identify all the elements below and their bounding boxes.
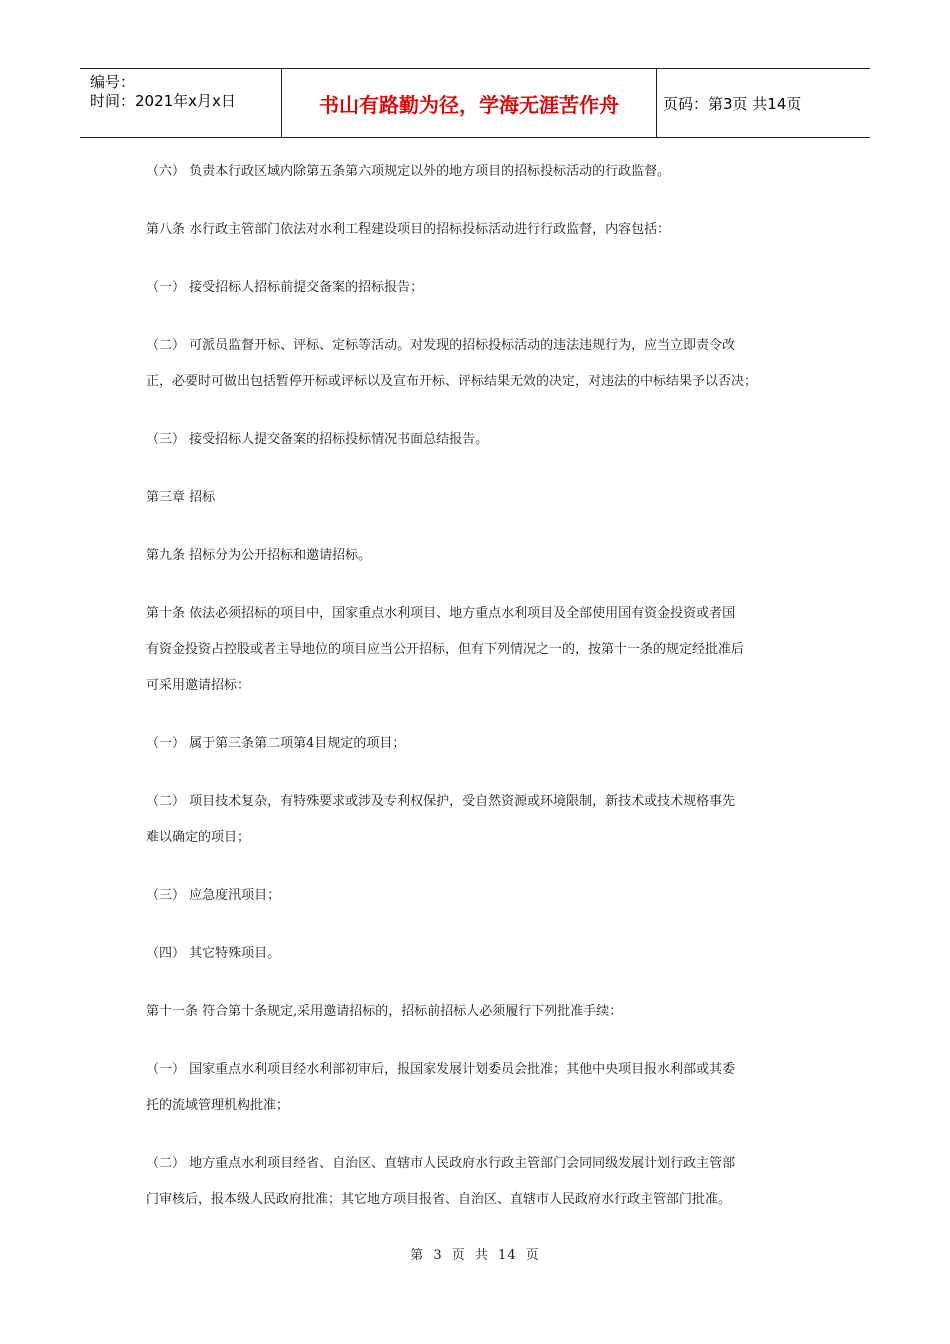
paragraph-line: （二） 可派员监督开标、评标、定标等活动。对发现的招标投标活动的违法违规行为，应当立即责令改 [146, 338, 736, 353]
header-page-info: 页码：第3页 共14页 [663, 94, 802, 113]
paragraph-line: 第三章 招标 [146, 490, 216, 505]
paragraph [146, 936, 826, 972]
paragraph-line: （一） 属于第三条第二项第4目规定的项目； [146, 736, 406, 751]
paragraph-line: （二） 项目技术复杂，有特殊要求或涉及专利权保护，受自然资源或环境限制，新技术或技术规格事先 [146, 794, 736, 809]
document-number-label: 编号： [90, 73, 136, 91]
header-motto: 书山有路勤为径，学海无涯苦作舟 [282, 69, 657, 137]
paragraph-line: （二） 地方重点水利项目经省、自治区、直辖市人民政府水行政主管部门会同同级发展计划行政主管部 [146, 1156, 736, 1171]
paragraph-line: 难以确定的项目； [146, 830, 251, 845]
paragraph [146, 270, 826, 306]
paragraph-line: （六） 负责本行政区域内除第五条第六项规定以外的地方项目的招标投标活动的行政监督。 [146, 164, 671, 179]
paragraph [146, 784, 826, 856]
paragraph-line: 第八条 水行政主管部门依法对水利工程建设项目的招标投标活动进行行政监督，内容包括： [146, 222, 671, 237]
paragraph-line: （四） 其它特殊项目。 [146, 946, 281, 961]
document-header [80, 68, 870, 138]
paragraph [146, 596, 826, 704]
paragraph-line: （三） 应急度汛项目； [146, 888, 281, 903]
paragraph-line: （三） 接受招标人提交备案的招标投标情况书面总结报告。 [146, 432, 489, 447]
paragraph-line: 托的流域管理机构批准； [146, 1098, 290, 1113]
paragraph-line: 可采用邀请招标： [146, 678, 251, 693]
paragraph-line: 第十条 依法必须招标的项目中，国家重点水利项目、地方重点水利项目及全部使用国有资金投资或者国 [146, 606, 736, 621]
paragraph [146, 1052, 826, 1124]
paragraph [146, 328, 826, 400]
paragraph [146, 726, 826, 762]
page-footer: 第 3 页 共 14 页 [410, 1248, 540, 1263]
paragraph-line: 第十一条 符合第十条规定,采用邀请招标的，招标前招标人必须履行下列批准手续： [146, 1004, 623, 1019]
document-time-label: 时间：2021年x月x日 [90, 92, 236, 110]
paragraph-line: 有资金投资占控股或者主导地位的项目应当公开招标，但有下列情况之一的，按第十一条的规定经批准后 [146, 642, 745, 657]
paragraph-line: 第九条 招标分为公开招标和邀请招标。 [146, 548, 372, 563]
paragraph [146, 154, 826, 190]
paragraph-line: （一） 国家重点水利项目经水利部初审后，报国家发展计划委员会批准；其他中央项目报水利部或其委 [146, 1062, 736, 1077]
paragraph-line: （一） 接受招标人招标前提交备案的招标报告； [146, 280, 424, 295]
paragraph [146, 212, 826, 248]
paragraph-line: 门审核后，报本级人民政府批准；其它地方项目报省、自治区、直辖市人民政府水行政主管部门批准。 [146, 1192, 732, 1207]
paragraph-line: 正，必要时可做出包括暂停开标或评标以及宣布开标、评标结果无效的决定，对违法的中标结果予以否决； [146, 374, 758, 389]
paragraph [146, 878, 826, 914]
paragraph [146, 422, 826, 458]
paragraph [146, 480, 826, 516]
paragraph [146, 1146, 826, 1218]
paragraph [146, 538, 826, 574]
paragraph [146, 994, 826, 1030]
header-meta [80, 69, 282, 137]
document-body [146, 154, 826, 1240]
